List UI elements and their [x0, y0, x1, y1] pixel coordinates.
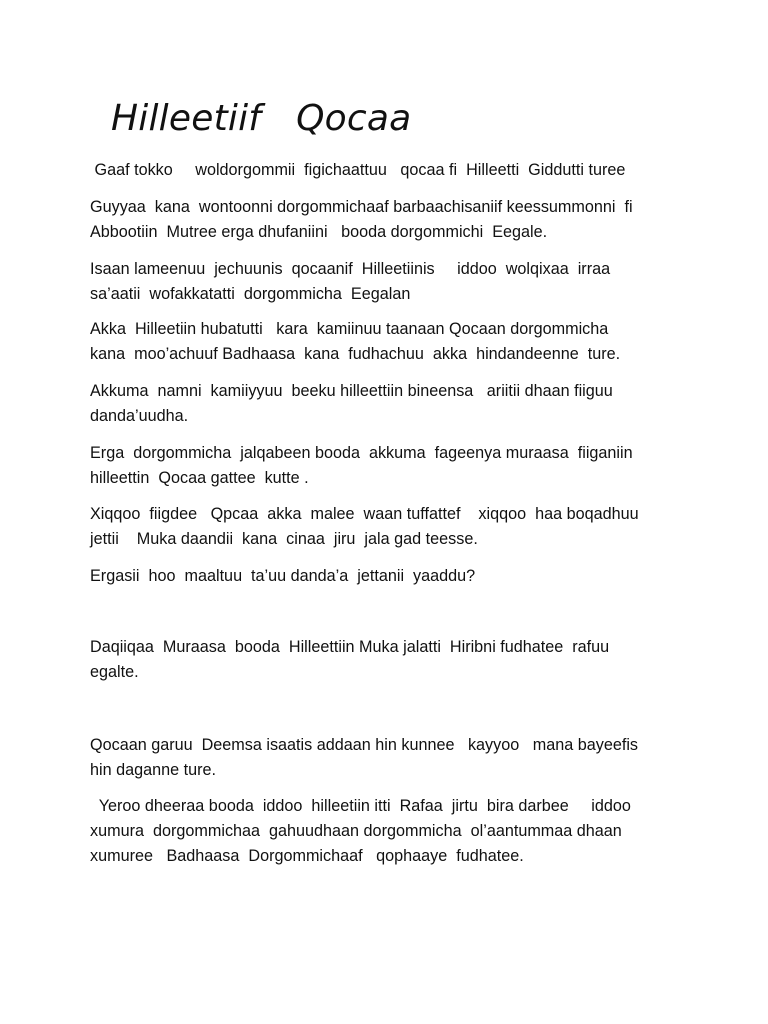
paragraph-6: Erga dorgommicha jalqabeen booda akkuma fageenya muraasa fiiganiin hilleettin Qocaa gattee kutte .	[90, 444, 633, 487]
paragraph-8: Ergasii hoo maaltuu ta’uu danda’a jettanii yaaddu?	[90, 567, 476, 585]
paragraph-1: Gaaf tokko woldorgommii figichaattuu qocaa fi Hilleetti Giddutti turee	[90, 161, 626, 179]
document-title: Hilleetiif Qocaa	[111, 98, 412, 139]
paragraph-2: Guyyaa kana wontoonni dorgommichaaf barbaachisaniif keessummonni fi Abbootiin Mutree erga dhufaniini booda dorgommichi Eegale.	[90, 198, 633, 241]
paragraph-7: Xiqqoo fiigdee Qpcaa akka malee waan tuffattef xiqqoo haa boqadhuu jettii Muka daandii kana cinaa jiru jala gad teesse.	[90, 505, 639, 548]
paragraph-3: Isaan lameenuu jechuunis qocaanif Hilleetiinis iddoo wolqixaa irraa sa’aatii wofakkatatti dorgommicha Eegalan	[90, 260, 611, 303]
paragraph-10: Qocaan garuu Deemsa isaatis addaan hin kunnee kayyoo mana bayeefis hin daganne ture.	[90, 736, 639, 779]
paragraph-5: Akkuma namni kamiiyyuu beeku hilleettiin bineensa ariitii dhaan fiiguu danda’uudha.	[90, 382, 613, 425]
paragraph-11: Yeroo dheeraa booda iddoo hilleetiin itti Rafaa jirtu bira darbee iddoo xumura dorgommichaa gahuudhaan dorgommicha ol’aantummaa dhaan xumuree Badhaasa Dorgommichaaf qophaaye fudhatee.	[90, 797, 631, 865]
paragraph-9: Daqiiqaa Muraasa booda Hilleettiin Muka jalatti Hiribni fudhatee rafuu egalte.	[90, 638, 610, 681]
paragraph-4: Akka Hilleetiin hubatutti kara kamiinuu taanaan Qocaan dorgommicha kana moo’achuuf Badhaasa kana fudhachuu akka hindandeenne ture.	[90, 320, 621, 363]
